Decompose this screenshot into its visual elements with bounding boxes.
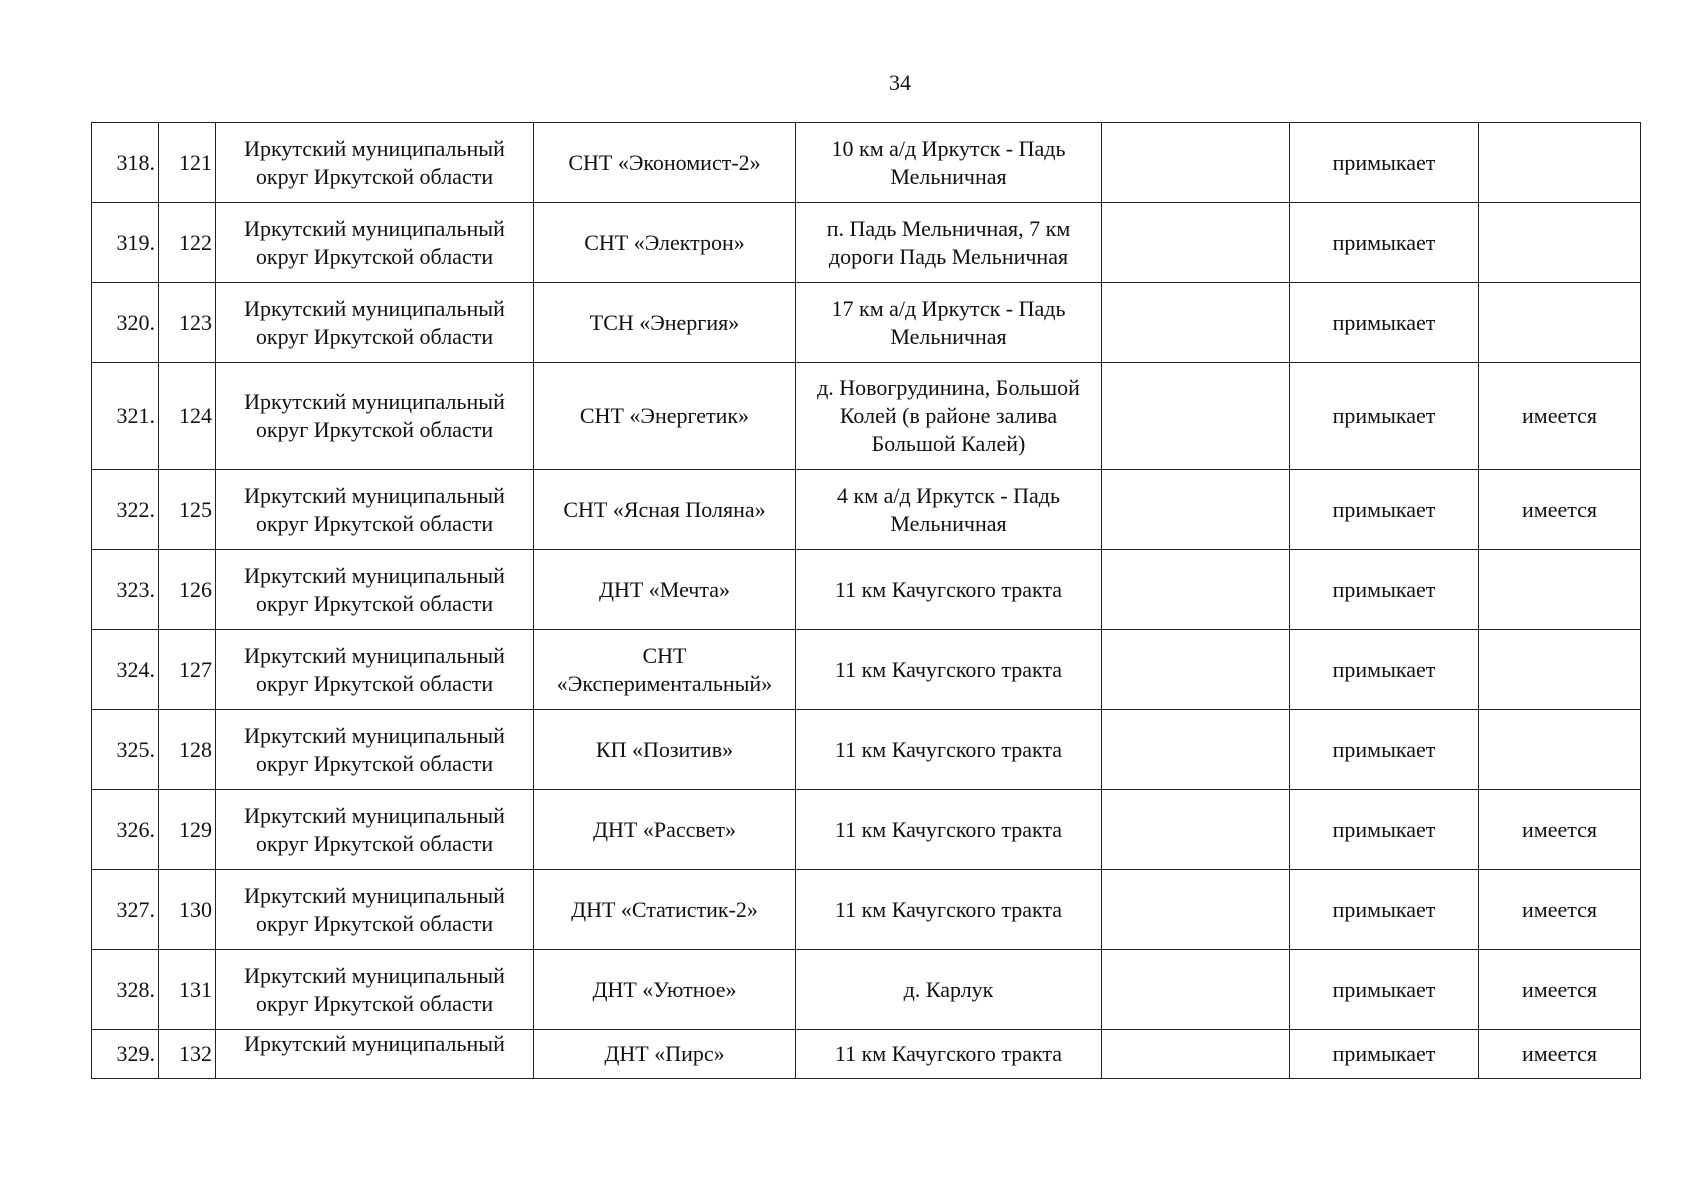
municipality-cell: Иркутский муниципальный округ Иркутской области bbox=[216, 790, 534, 870]
row-sub-number: 124 bbox=[159, 363, 216, 470]
availability-cell: имеется bbox=[1479, 470, 1641, 550]
row-number: 329. bbox=[92, 1030, 159, 1079]
table-row bbox=[92, 950, 1641, 1030]
road-status-cell: примыкает bbox=[1290, 950, 1479, 1030]
empty-cell bbox=[1102, 950, 1290, 1030]
organization-name-cell: СНТ «Энергетик» bbox=[534, 363, 796, 470]
organization-name-cell: КП «Позитив» bbox=[534, 710, 796, 790]
municipality-cell: Иркутский муниципальный округ Иркутской области bbox=[216, 550, 534, 630]
road-status-cell: примыкает bbox=[1290, 870, 1479, 950]
location-cell: 11 км Качугского тракта bbox=[796, 710, 1102, 790]
row-sub-number: 125 bbox=[159, 470, 216, 550]
empty-cell bbox=[1102, 790, 1290, 870]
municipality-cell: Иркутский муниципальный округ Иркутской области bbox=[216, 283, 534, 363]
table-row bbox=[92, 1030, 1641, 1079]
availability-cell bbox=[1479, 123, 1641, 203]
municipality-cell: Иркутский муниципальный округ Иркутской области bbox=[216, 363, 534, 470]
settlements-table bbox=[91, 122, 1641, 1079]
row-sub-number: 128 bbox=[159, 710, 216, 790]
road-status-cell: примыкает bbox=[1290, 710, 1479, 790]
row-number: 327. bbox=[92, 870, 159, 950]
municipality-cell: Иркутский муниципальный округ Иркутской области bbox=[216, 203, 534, 283]
organization-name-cell: ДНТ «Рассвет» bbox=[534, 790, 796, 870]
organization-name-cell: СНТ «Экспериментальный» bbox=[534, 630, 796, 710]
row-number: 326. bbox=[92, 790, 159, 870]
road-status-cell: примыкает bbox=[1290, 123, 1479, 203]
municipality-cell: Иркутский муниципальный округ Иркутской области bbox=[216, 630, 534, 710]
availability-cell bbox=[1479, 283, 1641, 363]
road-status-cell: примыкает bbox=[1290, 363, 1479, 470]
page-number: 34 bbox=[889, 70, 911, 95]
table-row bbox=[92, 123, 1641, 203]
empty-cell bbox=[1102, 123, 1290, 203]
row-number: 320. bbox=[92, 283, 159, 363]
row-number: 319. bbox=[92, 203, 159, 283]
availability-cell bbox=[1479, 710, 1641, 790]
row-sub-number: 122 bbox=[159, 203, 216, 283]
location-cell: 11 км Качугского тракта bbox=[796, 630, 1102, 710]
organization-name-cell: СНТ «Экономист-2» bbox=[534, 123, 796, 203]
row-sub-number: 121 bbox=[159, 123, 216, 203]
row-number: 321. bbox=[92, 363, 159, 470]
row-sub-number: 131 bbox=[159, 950, 216, 1030]
location-cell: 4 км а/д Иркутск - Падь Мельничная bbox=[796, 470, 1102, 550]
road-status-cell: примыкает bbox=[1290, 1030, 1479, 1079]
road-status-cell: примыкает bbox=[1290, 203, 1479, 283]
empty-cell bbox=[1102, 550, 1290, 630]
location-cell: 11 км Качугского тракта bbox=[796, 1030, 1102, 1079]
empty-cell bbox=[1102, 203, 1290, 283]
table-row bbox=[92, 363, 1641, 470]
municipality-cell: Иркутский муниципальный округ Иркутской области bbox=[216, 870, 534, 950]
row-sub-number: 126 bbox=[159, 550, 216, 630]
availability-cell bbox=[1479, 550, 1641, 630]
row-sub-number: 130 bbox=[159, 870, 216, 950]
empty-cell bbox=[1102, 710, 1290, 790]
table-row bbox=[92, 283, 1641, 363]
availability-cell: имеется bbox=[1479, 363, 1641, 470]
row-number: 324. bbox=[92, 630, 159, 710]
organization-name-cell: ДНТ «Мечта» bbox=[534, 550, 796, 630]
municipality-cell: Иркутский муниципальный округ Иркутской области bbox=[216, 710, 534, 790]
organization-name-cell: ДНТ «Статистик-2» bbox=[534, 870, 796, 950]
location-cell: п. Падь Мельничная, 7 км дороги Падь Мельничная bbox=[796, 203, 1102, 283]
location-cell: 11 км Качугского тракта bbox=[796, 550, 1102, 630]
availability-cell: имеется bbox=[1479, 870, 1641, 950]
row-number: 322. bbox=[92, 470, 159, 550]
availability-cell: имеется bbox=[1479, 950, 1641, 1030]
row-sub-number: 129 bbox=[159, 790, 216, 870]
empty-cell bbox=[1102, 870, 1290, 950]
location-cell: д. Карлук bbox=[796, 950, 1102, 1030]
municipality-cell: Иркутский муниципальный округ Иркутской области bbox=[216, 470, 534, 550]
empty-cell bbox=[1102, 1030, 1290, 1079]
organization-name-cell: ДНТ «Уютное» bbox=[534, 950, 796, 1030]
row-number: 318. bbox=[92, 123, 159, 203]
empty-cell bbox=[1102, 630, 1290, 710]
availability-cell: имеется bbox=[1479, 790, 1641, 870]
row-sub-number: 127 bbox=[159, 630, 216, 710]
road-status-cell: примыкает bbox=[1290, 790, 1479, 870]
location-cell: д. Новогрудинина, Большой Колей (в районе залива Большой Калей) bbox=[796, 363, 1102, 470]
table-row bbox=[92, 710, 1641, 790]
row-sub-number: 132 bbox=[159, 1030, 216, 1079]
empty-cell bbox=[1102, 363, 1290, 470]
location-cell: 17 км а/д Иркутск - Падь Мельничная bbox=[796, 283, 1102, 363]
municipality-cell: Иркутский муниципальный округ Иркутской области bbox=[216, 950, 534, 1030]
road-status-cell: примыкает bbox=[1290, 470, 1479, 550]
organization-name-cell: СНТ «Ясная Поляна» bbox=[534, 470, 796, 550]
availability-cell bbox=[1479, 203, 1641, 283]
table-row bbox=[92, 550, 1641, 630]
municipality-cell: Иркутский муниципальный округ Иркутской области bbox=[216, 123, 534, 203]
table-row bbox=[92, 203, 1641, 283]
availability-cell: имеется bbox=[1479, 1030, 1641, 1079]
empty-cell bbox=[1102, 470, 1290, 550]
empty-cell bbox=[1102, 283, 1290, 363]
road-status-cell: примыкает bbox=[1290, 283, 1479, 363]
table-row bbox=[92, 630, 1641, 710]
row-number: 328. bbox=[92, 950, 159, 1030]
row-number: 323. bbox=[92, 550, 159, 630]
availability-cell bbox=[1479, 630, 1641, 710]
location-cell: 10 км а/д Иркутск - Падь Мельничная bbox=[796, 123, 1102, 203]
organization-name-cell: ТСН «Энергия» bbox=[534, 283, 796, 363]
organization-name-cell: СНТ «Электрон» bbox=[534, 203, 796, 283]
table-row bbox=[92, 870, 1641, 950]
location-cell: 11 км Качугского тракта bbox=[796, 790, 1102, 870]
organization-name-cell: ДНТ «Пирс» bbox=[534, 1030, 796, 1079]
table-row bbox=[92, 470, 1641, 550]
location-cell: 11 км Качугского тракта bbox=[796, 870, 1102, 950]
road-status-cell: примыкает bbox=[1290, 550, 1479, 630]
road-status-cell: примыкает bbox=[1290, 630, 1479, 710]
table-row bbox=[92, 790, 1641, 870]
row-sub-number: 123 bbox=[159, 283, 216, 363]
municipality-cell: Иркутский муниципальный bbox=[216, 1030, 534, 1079]
row-number: 325. bbox=[92, 710, 159, 790]
